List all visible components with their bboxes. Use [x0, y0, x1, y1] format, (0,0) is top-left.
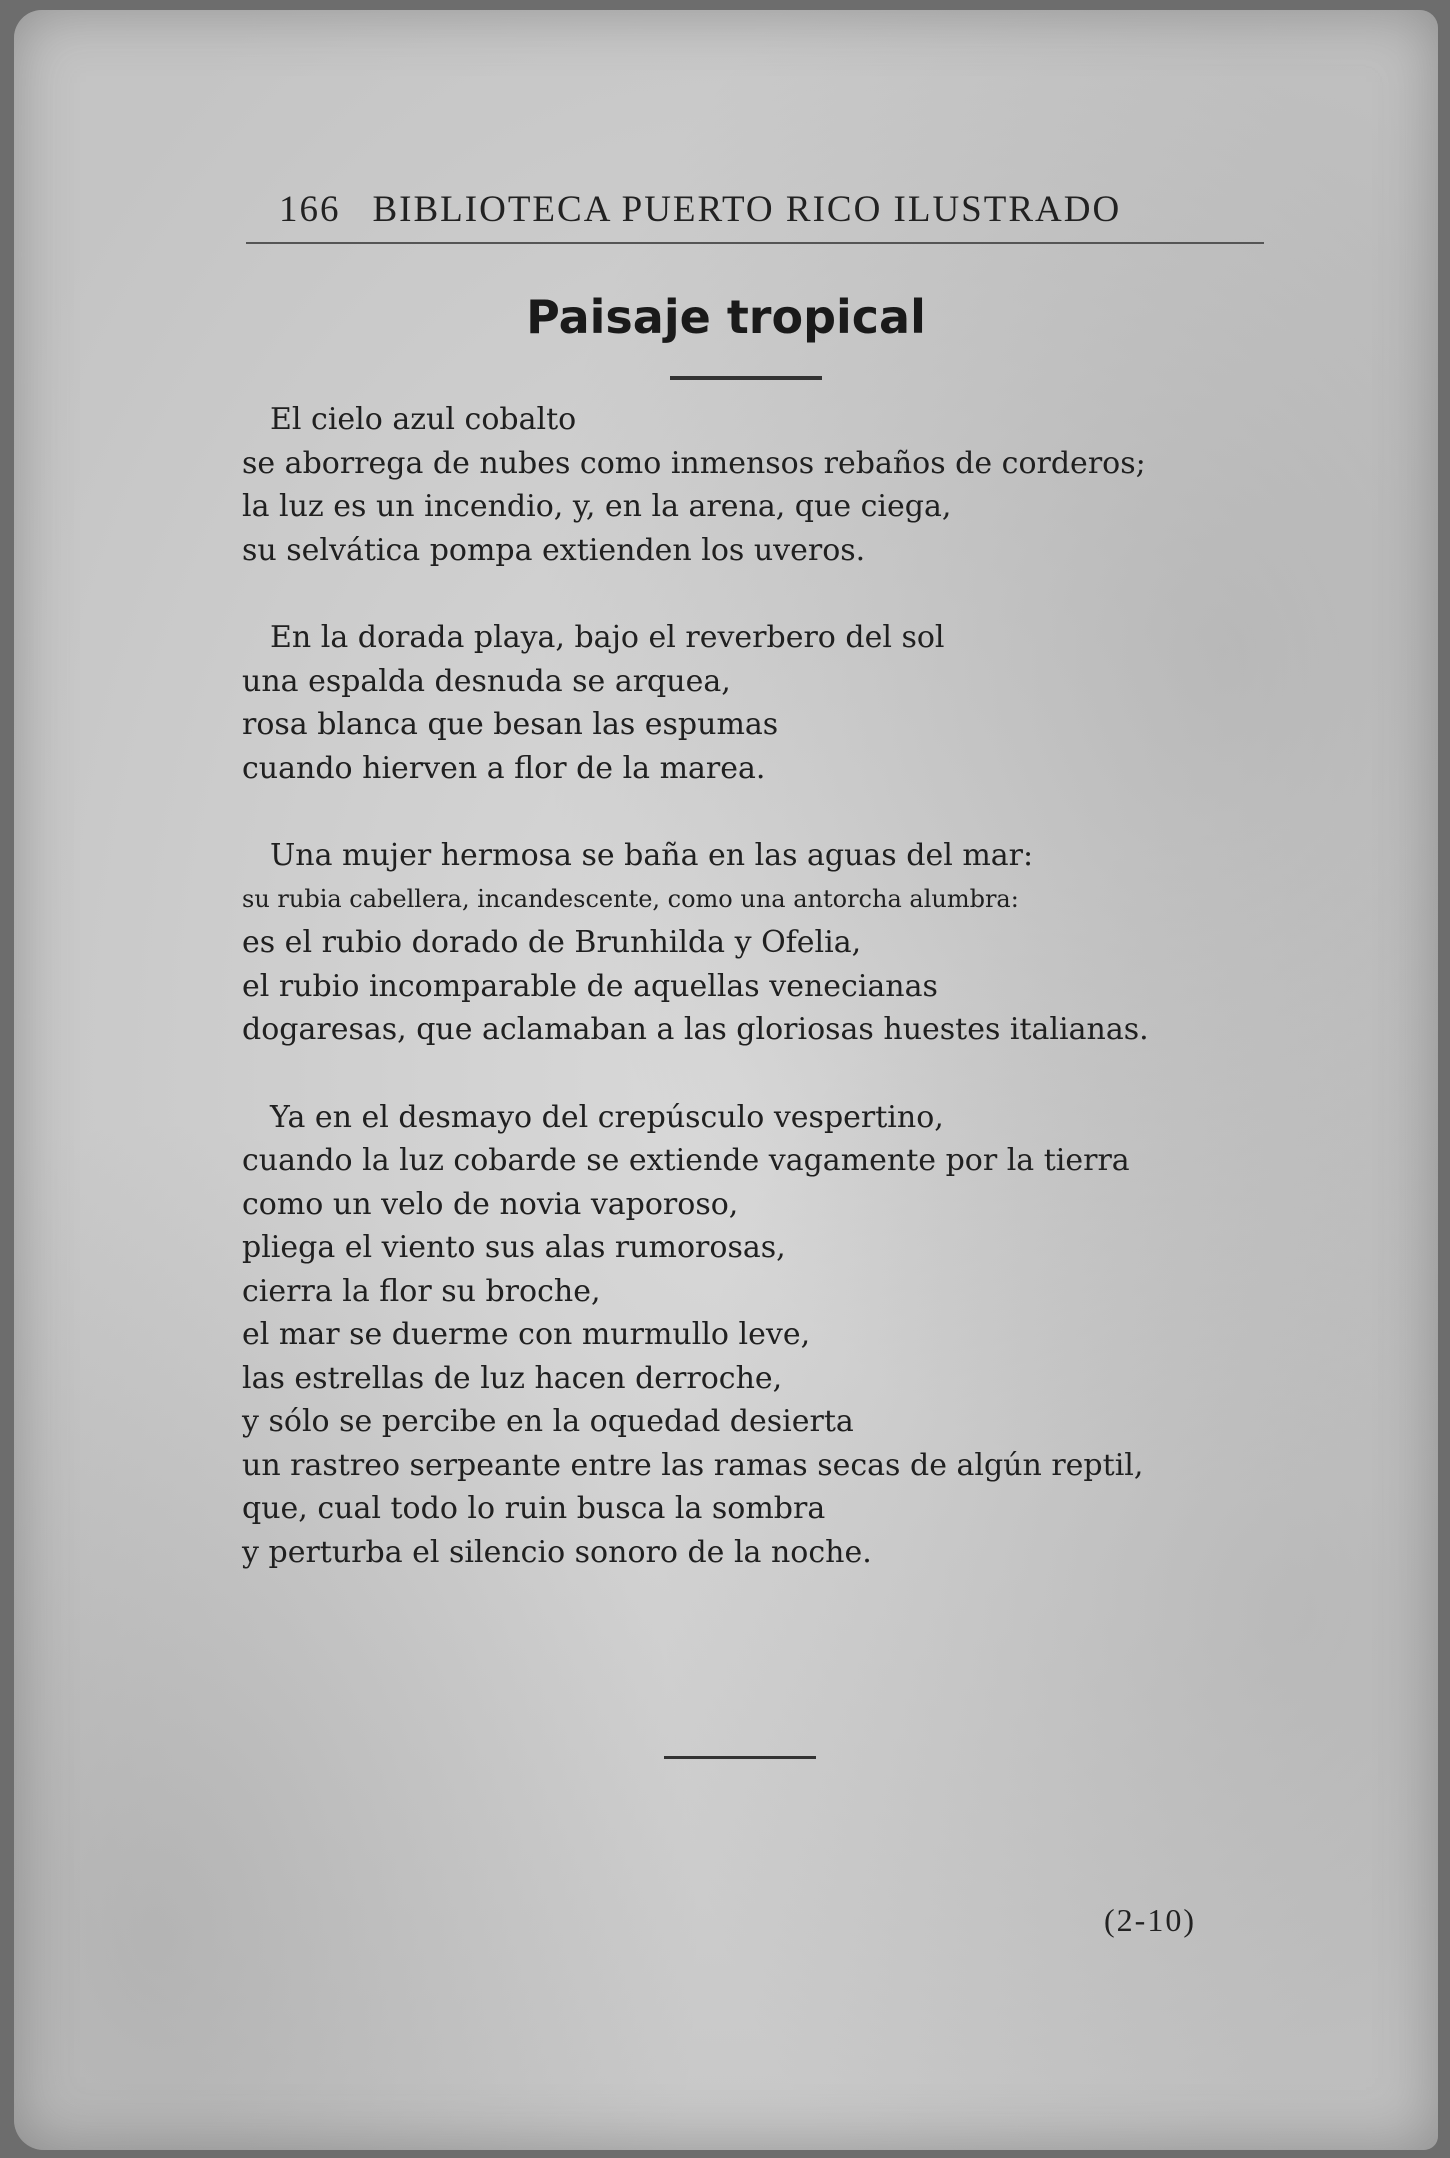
verse-line: El cielo azul cobalto	[270, 402, 577, 437]
verse-line: rosa blanca que besan las espumas	[242, 707, 779, 742]
verse-line: el mar se duerme con murmullo leve,	[242, 1317, 811, 1352]
poem-body	[242, 398, 1292, 1618]
verse-line: Ya en el desmayo del crepúsculo vespertino,	[270, 1099, 944, 1135]
title-rule	[670, 376, 822, 380]
stanza-1	[242, 398, 1292, 572]
end-rule	[664, 1756, 816, 1759]
verse-line: En la dorada playa, bajo el reverbero del sol	[270, 620, 945, 655]
verse-line: dogaresas, que aclamaban a las gloriosas huestes italianas.	[242, 1012, 1149, 1047]
verse-line: y perturba el silencio sonoro de la noche.	[242, 1534, 872, 1570]
verse-line: se aborrega de nubes como inmensos rebaños de corderos;	[242, 445, 1146, 481]
verse-line: un rastreo serpeante entre las ramas secas de algún reptil,	[242, 1447, 1144, 1483]
stanza-2	[242, 616, 1292, 790]
verse-line: cuando hierven a flor de la marea.	[242, 750, 766, 786]
book-page	[14, 10, 1438, 2150]
verse-line: el rubio incomparable de aquellas venecianas	[242, 968, 938, 1004]
verse-line: cuando la luz cobarde se extiende vagamente por la tierra	[242, 1143, 1130, 1178]
running-title: BIBLIOTECA PUERTO RICO ILUSTRADO	[372, 189, 1122, 230]
running-header	[279, 188, 1121, 231]
stanza-4	[242, 1096, 1292, 1575]
poem-title: Paisaje tropical	[526, 290, 926, 344]
verse-line: que, cual todo lo ruin busca la sombra	[242, 1491, 826, 1526]
header-rule	[246, 242, 1264, 244]
page-number: 166	[279, 189, 341, 230]
verse-line: como un velo de novia vaporoso,	[242, 1186, 739, 1222]
verse-line: una espalda desnuda se arquea,	[242, 663, 731, 699]
verse-line: es el rubio dorado de Brunhilda y Ofelia,	[242, 925, 862, 960]
verse-line: Una mujer hermosa se baña en las aguas del mar:	[270, 838, 1034, 873]
stanza-3	[242, 834, 1292, 1052]
signature-mark: (2-10)	[1104, 1902, 1196, 1938]
verse-line: pliega el viento sus alas rumorosas,	[242, 1230, 786, 1265]
verse-line: las estrellas de luz hacen derroche,	[242, 1360, 783, 1396]
verse-line: y sólo se percibe en la oquedad desierta	[242, 1404, 854, 1439]
verse-line: la luz es un incendio, y, en la arena, que ciega,	[242, 489, 952, 524]
verse-line: su selvática pompa extienden los uveros.	[242, 532, 866, 568]
verse-line: su rubia cabellera, incandescente, como una antorcha alumbra:	[242, 884, 1019, 913]
verse-line: cierra la flor su broche,	[242, 1273, 601, 1309]
